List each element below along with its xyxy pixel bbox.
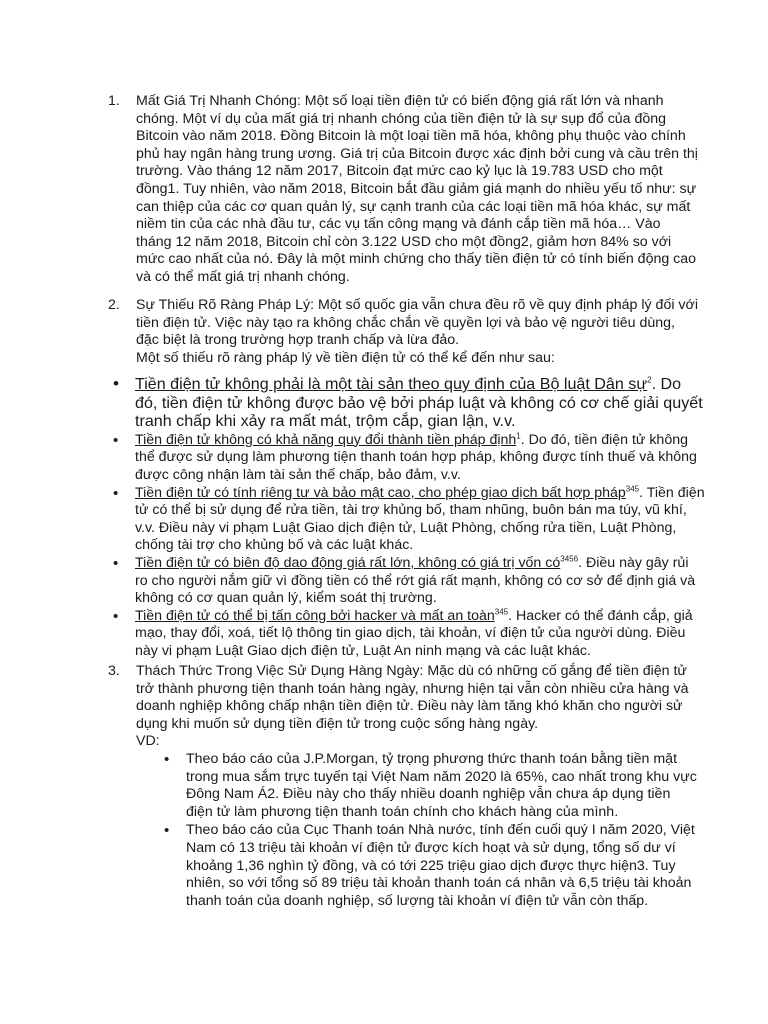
item-subtext: Một số thiếu rõ ràng pháp lý về tiền điện tử có thể kể đến như sau:	[136, 349, 555, 366]
point-lead: Tiền điện tử có biên độ dao động giá rất lớn, không có giá trị vốn có	[135, 554, 561, 571]
bullet-icon: •	[113, 374, 119, 393]
footnote-ref: 345	[625, 483, 640, 493]
list-item	[113, 606, 705, 661]
item-text: Mất Giá Trị Nhanh Chóng: Một số loại tiền điện tử có biến động giá rất lớn và nhanh chóng. Một ví dụ của mất giá trị nhanh chóng của tiền điện tử là sự sụp đổ của đồng Bitcoin vào năm 2018. Đồng Bitcoin là một loại tiền mã hóa, không phụ thuộc vào chính phủ hay ngân hàng trung ương. Giá trị của Bitcoin được xác định bởi cung và cầu trên thị trường. Vào tháng 12 năm 2017, Bitcoin đạt mức cao kỷ lục là 19.783 USD cho một đồng1. Tuy nhiên, vào năm 2018, Bitcoin bắt đầu giảm giá mạnh do nhiều yếu tố như: sự can thiệp của các cơ quan quản lý, sự cạnh tranh của các loại tiền mã hóa khác, sự mất niềm tin của các nhà đầu tư, các vụ tấn công mạng và đánh cắp tiền mã hóa… Vào tháng 12 năm 2018, Bitcoin chỉ còn 3.122 USD cho một đồng2, giảm hơn 84% so với mức cao nhất của nó. Đây là một minh chứng cho thấy tiền điện tử có tính biến động cao và có thể mất giá trị nhanh chóng.	[136, 93, 698, 285]
example-text: Theo báo cáo của Cục Thanh toán Nhà nước, tính đến cuối quý I năm 2020, Việt Nam có 13 triệu tài khoản ví điện tử được kích hoạt và sử dụng, tổng số dư ví khoảng 1,36 nghìn tỷ đồng, và có tới 225 triệu giao dịch được thực hiện3. Tuy nhiên, so với tổng số 89 triệu tài khoản thanh toán cá nhân và 6,5 triệu tài khoản thanh toán của doanh nghiệp, số lượng tài khoản ví điện tử vẫn còn thấp.	[186, 822, 695, 909]
point-lead: Tiền điện tử không có khả năng quy đổi thành tiền pháp định	[135, 431, 517, 448]
point-rest: . Hacker có thể đánh cắp, giả mạo, thay đổi, xoá, tiết lộ thông tin giao dịch, tài khoản, ví điện tử của người dùng. Điều này vi phạm Luật Giao dịch điện tử, Luật An ninh mạng và các luật khác.	[135, 607, 693, 659]
list-item-2	[108, 297, 698, 367]
item-text: Sự Thiếu Rõ Ràng Pháp Lý: Một số quốc gia vẫn chưa đều rõ về quy định pháp lý đối với tiền điện tử. Việc này tạo ra không chắc chắn về quyền lợi và bảo vệ người tiêu dùng, đặc biệt là trong trường hợp tranh chấp và lừa đảo.	[136, 297, 698, 349]
list-item	[113, 431, 705, 485]
bullet-icon: •	[164, 822, 170, 840]
bullet-icon: •	[113, 554, 119, 572]
bullet-icon: •	[113, 431, 119, 449]
point-lead: Tiền điện tử có tính riêng tư và bảo mật cao, cho phép giao dịch bất hợp pháp	[135, 484, 626, 501]
point-lead: Tiền điện tử không phải là một tài sản theo quy định của Bộ luật Dân sự	[135, 375, 648, 393]
footnote-ref: 2	[647, 375, 652, 385]
list-item	[113, 554, 705, 608]
legal-points-list	[113, 374, 705, 661]
point-lead: Tiền điện tử có thể bị tấn công bởi hacker và mất an toàn	[135, 607, 495, 624]
item-number: 3.	[108, 663, 120, 679]
list-item-3	[108, 663, 698, 911]
point-rest: . Tiền điện tử có thể bị sử dụng để rửa tiền, tài trợ khủng bố, tham nhũng, buôn bán ma túy, vũ khí, v.v. Điều này vi phạm Luật Giao dịch điện tử, Luật Phòng, chống rửa tiền, Luật Phòng, chống tài trợ cho khủng bố và các luật khác.	[135, 484, 705, 554]
example-text: Theo báo cáo của J.P.Morgan, tỷ trọng phương thức thanh toán bằng tiền mặt trong mua sắm trực tuyến tại Việt Nam năm 2020 là 65%, cao nhất trong khu vực Đông Nam Á2. Điều này cho thấy nhiều doanh nghiệp vẫn chưa áp dụng tiền điện tử làm phương tiện thanh toán chính cho khách hàng của mình.	[186, 750, 697, 820]
bullet-icon: •	[113, 484, 119, 502]
list-item	[113, 374, 705, 431]
list-item	[164, 822, 698, 910]
bullet-icon: •	[164, 750, 170, 768]
examples-list	[164, 750, 698, 910]
item-number: 2.	[108, 297, 120, 313]
item-text: Thách Thức Trong Việc Sử Dụng Hàng Ngày: Mặc dù có những cố gắng để tiền điện tử trở thành phương tiện thanh toán hàng ngày, nhưng hiện tại vẫn còn nhiều cửa hàng và doanh nghiệp không chấp nhận tiền điện tử. Điều này làm tăng khó khăn cho người sử dụng khi muốn sử dụng tiền điện tử trong cuộc sống hàng ngày.	[136, 663, 689, 732]
list-item-1	[108, 93, 698, 287]
point-rest: . Do đó, tiền điện tử không thể được sử dụng làm phương tiện thanh toán hợp pháp, không được tính thuế và không được công nhận làm tài sản thế chấp, bảo đảm, v.v.	[135, 431, 697, 483]
footnote-ref: 3456	[560, 554, 579, 564]
item-number: 1.	[108, 93, 120, 109]
point-rest: . Do đó, tiền điện tử không được bảo vệ bởi pháp luật và không có cơ chế giải quyết tranh chấp khi xảy ra mất mát, trộm cắp, gian lận, v.v.	[135, 375, 703, 431]
footnote-ref: 1	[516, 431, 521, 441]
point-rest: . Điều này gây rủi ro cho người nắm giữ vì đồng tiền có thể rớt giá rất mạnh, không có cơ sở để định giá và không có cơ quan quản lý, kiểm soát thị trường.	[135, 554, 696, 607]
list-item	[113, 483, 705, 555]
bullet-icon: •	[113, 607, 119, 625]
list-item	[164, 750, 698, 821]
footnote-ref: 345	[494, 606, 509, 616]
vd-label: VD:	[136, 733, 160, 750]
